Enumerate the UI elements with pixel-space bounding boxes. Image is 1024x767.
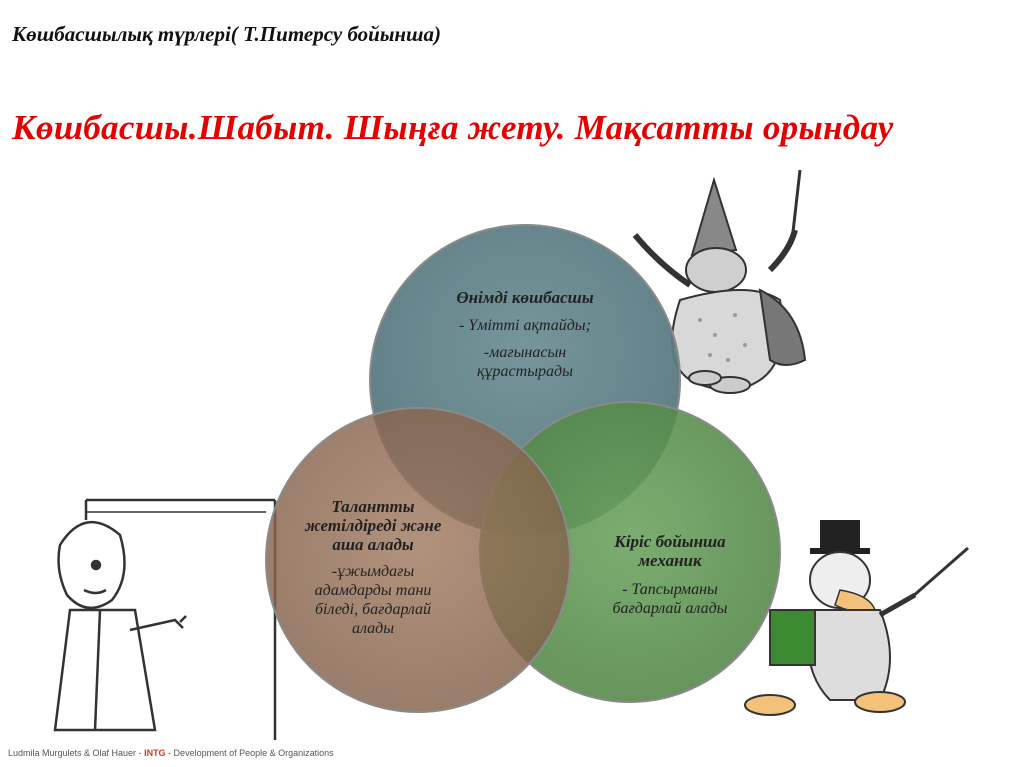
whiteboard-figure-illustration [55, 500, 275, 740]
left-circle-line-2: адамдарды тани [314, 582, 432, 599]
top-circle-line-2: -мағынасын [483, 344, 567, 361]
slide-title: Көшбасшы.Шабыт. Шыңға жету. Мақсатты орындау [12, 108, 894, 147]
footer-brand: INTG [144, 748, 166, 758]
left-circle-label [278, 497, 468, 638]
top-circle-line-3: құрастырады [477, 363, 573, 380]
left-circle-heading-3: аша алады [332, 535, 414, 554]
left-circle-line-4: алады [351, 620, 395, 637]
footer-credit [8, 748, 334, 758]
right-circle-heading-1: Кіріс бойынша [614, 532, 726, 551]
right-circle-line-2: бағдарлай алады [612, 600, 728, 617]
left-circle-line-1: -ұжымдағы [331, 563, 415, 580]
top-circle-heading: Өнімді көшбасшы [456, 288, 594, 307]
left-circle-heading-1: Талантты [331, 497, 415, 516]
top-circle-label [405, 288, 645, 381]
footer-authors: Ludmila Murgulets & Olaf Hauer - [8, 748, 145, 758]
left-circle-heading-2: жетілдіреді және [304, 516, 442, 535]
footer-tagline: - Development of People & Organizations [165, 748, 334, 758]
right-circle-label [580, 532, 760, 618]
right-circle-heading-2: механик [638, 551, 702, 570]
top-circle-line-1: - Үмітті ақтайды; [459, 317, 591, 334]
left-circle-line-3: біледі, бағдарлай [314, 601, 432, 618]
slide-subtitle: Көшбасшылық түрлері( Т.Питерсу бойынша) [12, 22, 442, 46]
right-circle-line-1: - Тапсырманы [622, 581, 718, 598]
